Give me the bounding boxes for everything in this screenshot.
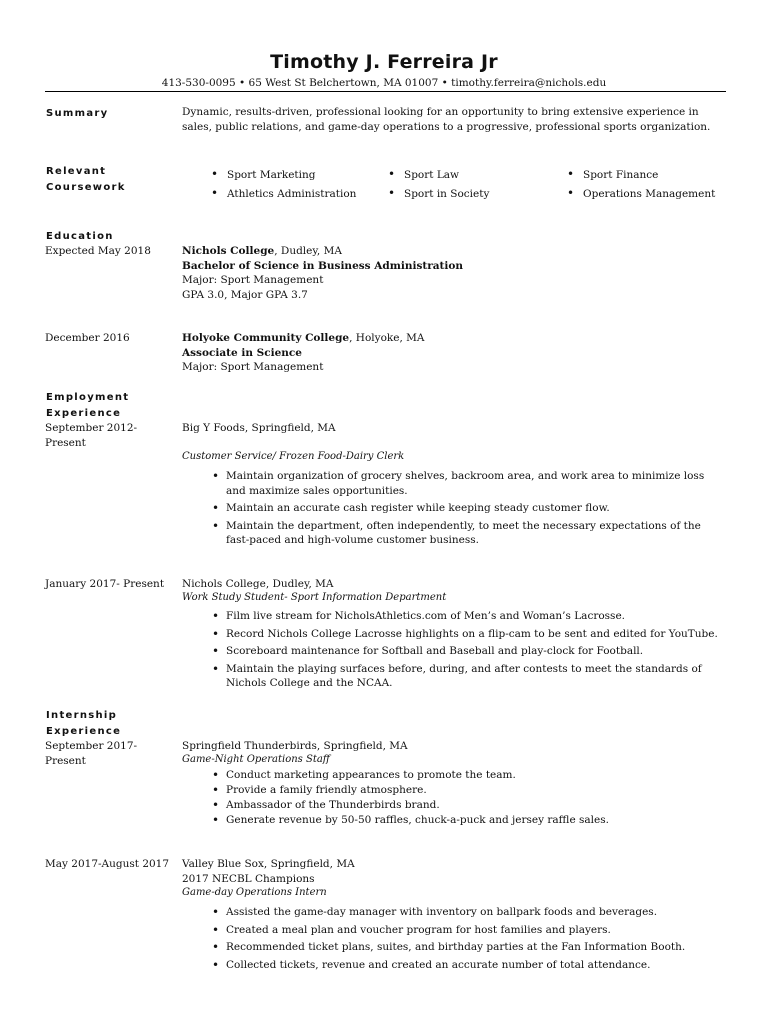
job-date: May 2017-August 2017 — [45, 858, 170, 870]
bullet-icon: • — [388, 186, 396, 200]
education-entry — [182, 331, 722, 375]
degree: Bachelor of Science in Business Administration — [182, 259, 464, 272]
coursework-heading: Relevant Coursework — [46, 166, 126, 193]
summary-heading: Summary — [46, 108, 109, 119]
bullet-icon: • — [212, 501, 220, 515]
education-date: December 2016 — [45, 332, 130, 344]
school-name: Nichols College — [182, 245, 275, 257]
bullet-icon: • — [211, 167, 219, 181]
list-item: • Assisted the game-day manager with inventory on ballpark foods and beverages. — [212, 905, 658, 919]
school-location: , Dudley, MA — [274, 245, 342, 257]
education-entry — [182, 244, 722, 302]
job-title: Game-Night Operations Staff — [182, 754, 330, 765]
bullet-icon: • — [212, 768, 220, 782]
list-item: • Provide a family friendly atmosphere. — [212, 783, 427, 797]
job-note: 2017 NECBL Champions — [182, 872, 315, 885]
list-item: • Scoreboard maintenance for Softball and Baseball and play-clock for Football. — [212, 644, 644, 658]
job-bullets — [212, 768, 726, 828]
major: Major: Sport Management — [182, 274, 324, 286]
bullet-icon: • — [212, 644, 220, 658]
education-heading: Education — [46, 231, 114, 242]
bullet-icon: • — [212, 626, 220, 641]
course-item: • Sport Law — [388, 167, 460, 181]
job-employer: Springfield Thunderbirds, Springfield, MA — [182, 740, 408, 752]
job-employer: Big Y Foods, Springfield, MA — [182, 422, 336, 434]
header-divider — [45, 91, 726, 92]
bullet-icon: • — [388, 167, 396, 181]
job-date: September 2017- Present — [45, 740, 138, 767]
course-item: • Sport in Society — [388, 186, 490, 200]
job-bullets — [212, 609, 726, 691]
job-date: January 2017- Present — [45, 578, 165, 590]
bullet-icon: • — [212, 783, 220, 797]
internship-heading: Internship Experience — [46, 710, 122, 737]
employment-heading: Employment Experience — [46, 392, 130, 419]
major: Major: Sport Management — [182, 361, 324, 373]
list-item: • Collected tickets, revenue and created an accurate number of total attendance. — [212, 957, 651, 972]
list-item: • Conduct marketing appearances to promote the team. — [212, 768, 516, 782]
list-item: • Maintain organization of grocery shelves, backroom area, and work area to minimize loss and maximize sales opportunities. — [212, 469, 705, 497]
list-item: • Record Nichols College Lacrosse highlights on a flip-cam to be sent and edited for YouTube. — [212, 626, 718, 641]
resume-name: Timothy J. Ferreira Jr — [270, 51, 498, 73]
job-title: Game-day Operations Intern — [182, 887, 327, 898]
bullet-icon: • — [567, 167, 575, 181]
job-employer: Nichols College, Dudley, MA — [182, 578, 334, 590]
list-item: • Recommended ticket plans, suites, and birthday parties at the Fan Information Booth. — [212, 940, 686, 954]
course-item: • Sport Marketing — [211, 167, 316, 181]
job-title: Customer Service/ Frozen Food-Dairy Clerk — [182, 451, 405, 462]
contact-line: 413-530-0095 • 65 West St Belchertown, MA 01007 • timothy.ferreira@nichols.edu — [161, 77, 607, 89]
school-name: Holyoke Community College — [182, 332, 350, 344]
course-item: • Operations Management — [567, 186, 716, 200]
bullet-icon: • — [567, 186, 575, 200]
job-employer: Valley Blue Sox, Springfield, MA 2017 NECBL Champions — [182, 857, 722, 886]
school-location: , Holyoke, MA — [349, 332, 425, 344]
bullet-icon: • — [212, 798, 220, 812]
bullet-icon: • — [212, 922, 220, 937]
bullet-icon: • — [212, 957, 220, 972]
bullet-icon: • — [212, 813, 220, 827]
list-item: • Maintain an accurate cash register while keeping steady customer flow. — [212, 501, 610, 515]
course-item: • Athletics Administration — [211, 186, 357, 200]
job-title: Work Study Student- Sport Information Department — [182, 592, 447, 603]
gpa: GPA 3.0, Major GPA 3.7 — [182, 288, 308, 301]
list-item: • Ambassador of the Thunderbirds brand. — [212, 798, 440, 812]
job-bullets — [212, 905, 726, 972]
bullet-icon: • — [212, 661, 220, 676]
bullet-icon: • — [212, 469, 220, 483]
list-item: • Film live stream for NicholsAthletics.com of Men’s and Woman’s Lacrosse. — [212, 609, 625, 623]
job-date: September 2012- Present — [45, 422, 138, 449]
list-item: • Maintain the playing surfaces before, during, and after contests to meet the standards of Nichols College and the NCAA. — [212, 661, 702, 689]
course-item: • Sport Finance — [567, 167, 659, 181]
list-item: • Created a meal plan and voucher program for host families and players. — [212, 922, 611, 937]
degree: Associate in Science — [182, 346, 302, 359]
summary-text: Dynamic, results-driven, professional looking for an opportunity to bring extensive experience in sales, public relations, and game-day operations to a progressive, professional sports organization. — [182, 106, 711, 133]
list-item: • Maintain the department, often independently, to meet the necessary expectations of the fast-paced and high-volume customer business. — [212, 518, 701, 546]
bullet-icon: • — [212, 518, 220, 533]
bullet-icon: • — [212, 609, 220, 623]
bullet-icon: • — [212, 940, 220, 954]
bullet-icon: • — [212, 905, 220, 919]
bullet-icon: • — [211, 186, 219, 200]
job-bullets — [212, 469, 726, 548]
list-item: • Generate revenue by 50-50 raffles, chuck-a-puck and jersey raffle sales. — [212, 813, 609, 827]
education-date: Expected May 2018 — [45, 245, 151, 257]
